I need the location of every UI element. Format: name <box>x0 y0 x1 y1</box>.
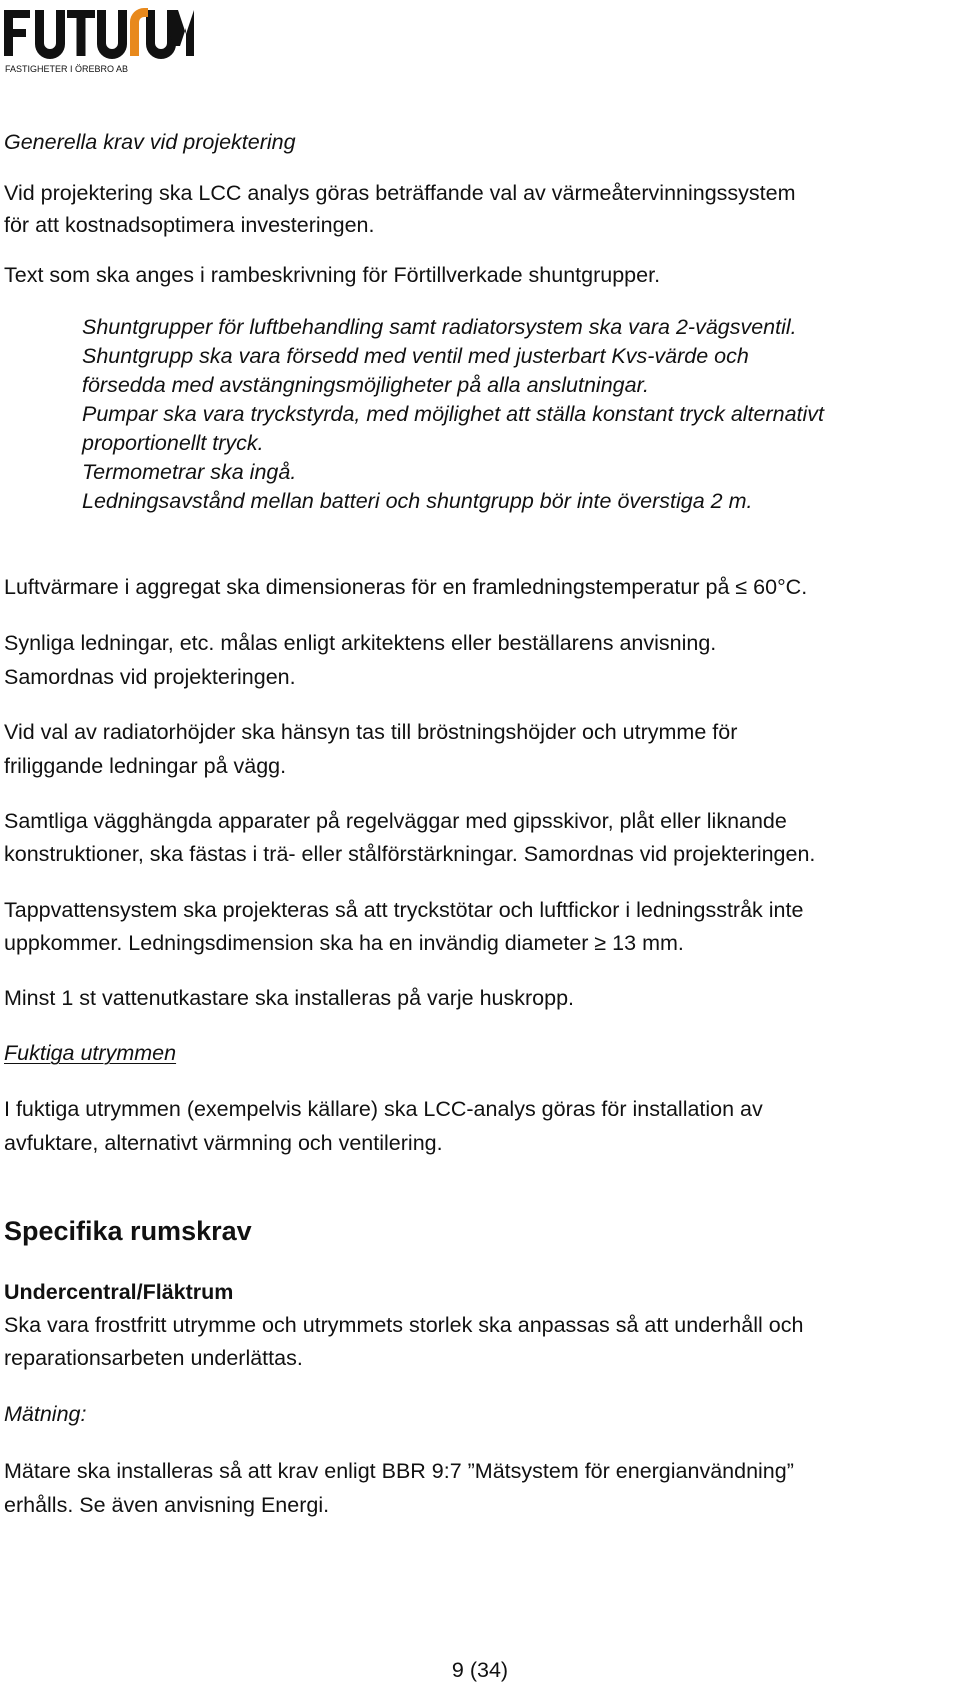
section-heading-fuktiga: Fuktiga utrymmen <box>4 1041 177 1065</box>
page-number: 9 (34) <box>451 1658 509 1682</box>
section-heading-specifika: Specifika rumskrav <box>4 1216 252 1246</box>
paragraph-synliga-line1: Synliga ledningar, etc. målas enligt arkitektens eller beställarens anvisning. <box>4 631 717 655</box>
paragraph-fuktiga-line2: avfuktare, alternativt värmning och ventilering. <box>4 1131 443 1155</box>
paragraph-luftvarmare: Luftvärmare i aggregat ska dimensioneras för en framledningstemperatur på ≤ 60°C. <box>4 575 808 599</box>
shunt-line-1: Shuntgrupper för luftbehandling samt radiatorsystem ska vara 2-vägsventil. <box>82 315 797 339</box>
paragraph-lcc-line2: för att kostnadsoptimera investeringen. <box>4 213 375 237</box>
paragraph-synliga-line2: Samordnas vid projekteringen. <box>4 665 296 689</box>
logo-wordmark <box>4 10 194 59</box>
shunt-line-6: Termometrar ska ingå. <box>82 460 297 484</box>
shunt-line-5: proportionellt tryck. <box>82 431 264 455</box>
paragraph-lcc-line1: Vid projektering ska LCC analys göras beträffande val av värmeåtervinningssystem <box>4 181 796 205</box>
shunt-line-3: försedda med avstängningsmöjligheter på alla anslutningar. <box>82 373 649 397</box>
shunt-line-4: Pumpar ska vara tryckstyrda, med möjlighet att ställa konstant tryck alternativt <box>82 402 825 426</box>
paragraph-matning-line2: erhålls. Se även anvisning Energi. <box>4 1493 330 1517</box>
paragraph-undercentral-line2: reparationsarbeten underlättas. <box>4 1346 303 1370</box>
paragraph-fuktiga-line1: I fuktiga utrymmen (exempelvis källare) ska LCC-analys göras för installation av <box>4 1097 763 1121</box>
subheading-undercentral: Undercentral/Fläktrum <box>4 1280 234 1304</box>
shunt-line-7: Ledningsavstånd mellan batteri och shuntgrupp bör inte överstiga 2 m. <box>82 489 753 513</box>
subheading-matning: Mätning: <box>4 1402 87 1426</box>
paragraph-tappvatten-line2: uppkommer. Ledningsdimension ska ha en invändig diameter ≥ 13 mm. <box>4 931 684 955</box>
logo-accent-r <box>130 8 148 56</box>
paragraph-rambeskrivning: Text som ska anges i rambeskrivning för Förtillverkade shuntgrupper. <box>4 263 661 287</box>
paragraph-vagghangda-line2: konstruktioner, ska fästas i trä- eller stålförstärkningar. Samordnas vid projekteringen. <box>4 842 816 866</box>
paragraph-matning-line1: Mätare ska installeras så att krav enligt BBR 9:7 ”Mätsystem för energianvändning” <box>4 1459 794 1483</box>
paragraph-vagghangda-line1: Samtliga vägghängda apparater på regelväggar med gipsskivor, plåt eller liknande <box>4 809 787 833</box>
paragraph-tappvatten-line1: Tappvattensystem ska projekteras så att tryckstötar och luftfickor i ledningsstråk inte <box>4 898 804 922</box>
shunt-line-2: Shuntgrupp ska vara försedd med ventil med justerbart Kvs-värde och <box>82 344 749 368</box>
logo-subtitle: FASTIGHETER I ÖREBRO AB <box>5 64 129 74</box>
paragraph-undercentral-line1: Ska vara frostfritt utrymme och utrymmets storlek ska anpassas så att underhåll och <box>4 1313 804 1337</box>
futurum-logo <box>4 2 204 78</box>
paragraph-radiator-line1: Vid val av radiatorhöjder ska hänsyn tas till bröstningshöjder och utrymme för <box>4 720 738 744</box>
paragraph-vattenutkastare: Minst 1 st vattenutkastare ska installeras på varje huskropp. <box>4 986 575 1010</box>
paragraph-radiator-line2: friliggande ledningar på vägg. <box>4 754 287 778</box>
section-heading-generella: Generella krav vid projektering <box>4 130 296 154</box>
